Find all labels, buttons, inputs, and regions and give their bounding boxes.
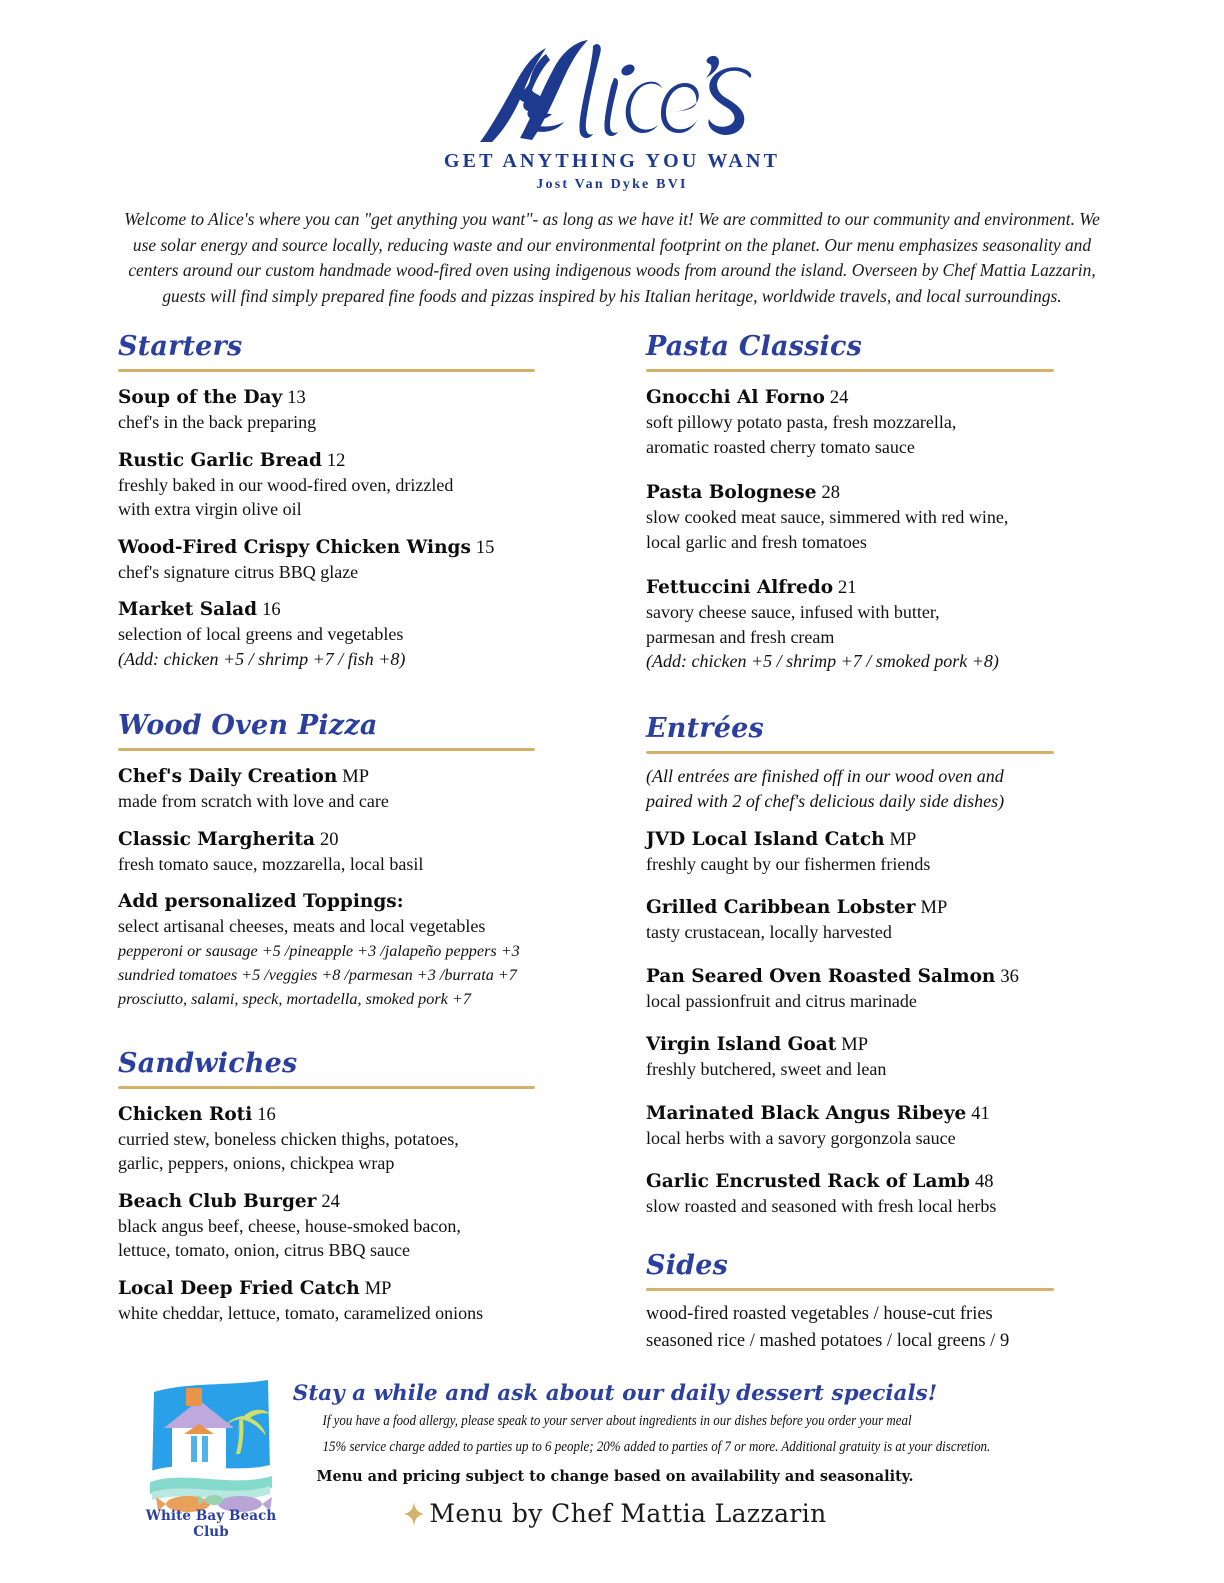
menu-item: [646, 576, 1054, 674]
item-price: MP: [841, 1035, 868, 1055]
item-description: savory cheese sauce, infused with butter,: [646, 602, 940, 622]
section-sides: [646, 1249, 1054, 1355]
item-description: freshly butchered, sweet and lean: [646, 1059, 887, 1079]
item-price: 48: [974, 1172, 994, 1192]
item-description: aromatic roasted cherry tomato sauce: [646, 436, 915, 457]
allergy-notice: If you have a food allergy, please speak to your server about ingredients in our dishes before you order your meal: [322, 1413, 912, 1429]
item-description: garlic, peppers, onions, chickpea wrap: [118, 1153, 395, 1173]
item-description: local herbs with a savory gorgonzola sauce: [646, 1127, 956, 1148]
section-divider: [118, 369, 535, 372]
item-name: Gnocchi Al Forno: [646, 387, 825, 408]
item-name: Local Deep Fried Catch: [118, 1277, 360, 1299]
item-description: selection of local greens and vegetables: [118, 624, 404, 644]
item-description: local passionfruit and citrus marinade: [646, 990, 917, 1011]
chef-credit: [290, 1498, 940, 1530]
menu-column-right: [646, 330, 1054, 1355]
menu-item: [118, 536, 535, 585]
item-description: local garlic and fresh tomatoes: [646, 531, 867, 552]
item-description: freshly baked in our wood-fired oven, drizzled: [118, 474, 454, 495]
item-price: MP: [342, 767, 370, 787]
item-description: parmesan and fresh cream: [646, 626, 835, 647]
menu-item: [646, 896, 1054, 945]
topping-line: sundried tomatoes +5 /veggies +8 /parmesan +3 /burrata +7: [118, 965, 517, 984]
item-price: 20: [319, 829, 339, 850]
sides-line: seasoned rice / mashed potatoes / local greens / 9: [646, 1330, 1010, 1351]
section-title-starters: Starters: [118, 331, 243, 362]
menu-item: [118, 1103, 535, 1176]
section-divider: [646, 369, 1054, 372]
item-price: MP: [889, 829, 917, 850]
menu-item: [118, 765, 535, 814]
menu-item: [646, 1033, 1054, 1082]
menu-item: [646, 965, 1054, 1014]
menu-item: [646, 828, 1054, 877]
section-divider: [118, 748, 535, 751]
pricing-disclaimer: Menu and pricing subject to change based on availability and seasonality.: [316, 1467, 914, 1485]
item-price: MP: [364, 1278, 392, 1299]
section-pizza: [118, 709, 535, 1011]
item-price: 28: [821, 483, 840, 503]
sides-line: wood-fired roasted vegetables / house-cut fries: [646, 1303, 993, 1324]
alices-wordmark-icon: [462, 34, 762, 154]
item-name: Chicken Roti: [118, 1103, 253, 1125]
menu-item: [646, 386, 1054, 459]
item-name: Add personalized Toppings:: [118, 891, 404, 912]
menu-item: [118, 386, 535, 435]
item-name: JVD Local Island Catch: [646, 828, 885, 850]
item-price: 16: [262, 600, 281, 620]
item-name: Beach Club Burger: [118, 1190, 317, 1212]
item-name: Soup of the Day: [118, 387, 283, 408]
sparkle-icon: [403, 1501, 425, 1527]
topping-line: prosciutto, salami, speck, mortadella, smoked pork +7: [118, 989, 471, 1008]
menu-item: [646, 1170, 1054, 1219]
topping-line: pepperoni or sausage +5 /pineapple +3 /jalapeño peppers +3: [118, 941, 520, 960]
menu-item: [118, 598, 535, 671]
restaurant-logo: [0, 0, 1224, 193]
item-description: with extra virgin olive oil: [118, 499, 302, 519]
item-name: Virgin Island Goat: [646, 1034, 837, 1055]
item-name: Wood-Fired Crispy Chicken Wings: [118, 536, 471, 558]
white-bay-beach-club-logo-icon: [140, 1376, 280, 1514]
item-price: 24: [829, 388, 849, 408]
item-price: 36: [1000, 966, 1019, 987]
item-name: Rustic Garlic Bread: [118, 449, 322, 471]
item-price: 24: [321, 1191, 340, 1212]
section-title-pasta: Pasta Classics: [646, 331, 862, 362]
gratuity-notice: 15% service charge added to parties up to 6 people; 20% added to parties of 7 or more. Additional gratuity is at your discretion.: [322, 1439, 991, 1455]
item-price: 15: [475, 537, 495, 558]
menu-column-left: [118, 330, 535, 1325]
menu-item: [646, 1102, 1054, 1151]
item-addon-note: (Add: chicken +5 / shrimp +7 / fish +8): [118, 648, 406, 669]
item-description: made from scratch with love and care: [118, 791, 389, 811]
section-pasta: [646, 330, 1054, 674]
item-description: curried stew, boneless chicken thighs, potatoes,: [118, 1128, 459, 1149]
item-description: soft pillowy potato pasta, fresh mozzarella,: [646, 412, 957, 432]
item-price: 13: [287, 388, 306, 408]
section-title-sides: Sides: [646, 1249, 729, 1281]
intro-paragraph: Welcome to Alice's where you can "get anything you want"- as long as we have it! We are committed to our community and environment. We use solar energy and source locally, reducing waste and our environmental footprint on the planet. Our menu emphasizes seasonality and centers around our custom handmade wood-fired oven using indigenous woods from around the island. Overseen by Chef Mattia Lazzarin, guests will find simply prepared fine foods and pizzas inspired by his Italian heritage, worldwide travels, and local surroundings.: [124, 209, 1100, 306]
section-divider: [646, 751, 1054, 754]
item-name: Grilled Caribbean Lobster: [646, 897, 916, 918]
item-price: 41: [971, 1103, 990, 1124]
item-name: Fettuccini Alfredo: [646, 577, 834, 598]
section-title-entrees: Entrées: [646, 712, 764, 744]
footer-text-block: [290, 1380, 991, 1530]
section-sandwiches: [118, 1047, 535, 1326]
menu-item: [646, 481, 1054, 554]
menu-item: [118, 1277, 535, 1326]
menu-item-toppings: [118, 890, 535, 1011]
item-description: lettuce, tomato, onion, citrus BBQ sauce: [118, 1240, 410, 1260]
item-name: Pasta Bolognese: [646, 482, 817, 503]
logo-location: Jost Van Dyke BVI: [536, 177, 688, 192]
section-title-sandwiches: Sandwiches: [118, 1047, 298, 1079]
item-description: select artisanal cheeses, meats and local vegetables: [118, 916, 486, 936]
item-name: Garlic Encrusted Rack of Lamb: [646, 1171, 970, 1192]
item-description: chef's in the back preparing: [118, 412, 317, 432]
item-description: tasty crustacean, locally harvested: [646, 922, 892, 942]
item-price: MP: [920, 898, 948, 918]
item-description: white cheddar, lettuce, tomato, caramelized onions: [118, 1302, 484, 1323]
item-description: fresh tomato sauce, mozzarella, local basil: [118, 853, 424, 874]
item-name: Chef's Daily Creation: [118, 766, 338, 787]
item-description: chef's signature citrus BBQ glaze: [118, 561, 359, 582]
item-description: freshly caught by our fishermen friends: [646, 853, 931, 874]
item-description: black angus beef, cheese, house-smoked bacon,: [118, 1215, 461, 1236]
item-addon-note: (Add: chicken +5 / shrimp +7 / smoked pork +8): [646, 651, 999, 671]
item-description: slow cooked meat sauce, simmered with red wine,: [646, 507, 1009, 527]
section-starters: [118, 330, 535, 671]
club-name-label: White Bay Beach Club: [145, 1508, 277, 1540]
section-divider: [646, 1288, 1054, 1291]
section-divider: [118, 1086, 535, 1089]
item-name: Marinated Black Angus Ribeye: [646, 1102, 967, 1124]
section-title-pizza: Wood Oven Pizza: [118, 710, 378, 741]
section-entrees: [646, 712, 1054, 1219]
item-name: Classic Margherita: [118, 828, 315, 850]
item-price: 21: [838, 578, 857, 598]
item-description: slow roasted and seasoned with fresh local herbs: [646, 1196, 997, 1216]
menu-item: [118, 1190, 535, 1263]
item-name: Pan Seared Oven Roasted Salmon: [646, 965, 996, 987]
logo-tagline: GET ANYTHING YOU WANT: [443, 150, 781, 172]
menu-item: [118, 449, 535, 522]
item-price: 12: [326, 450, 346, 471]
chef-credit-label: Menu by Chef Mattia Lazzarin: [429, 1499, 827, 1528]
dessert-specials-headline: Stay a while and ask about our daily dessert specials!: [292, 1381, 938, 1406]
entrees-note: (All entrées are finished off in our wood oven and paired with 2 of chef's delicious daily side dishes): [646, 765, 1005, 811]
menu-item: [118, 828, 535, 877]
item-price: 16: [257, 1104, 276, 1125]
menu-footer: [0, 1368, 1224, 1583]
item-name: Market Salad: [118, 599, 258, 620]
